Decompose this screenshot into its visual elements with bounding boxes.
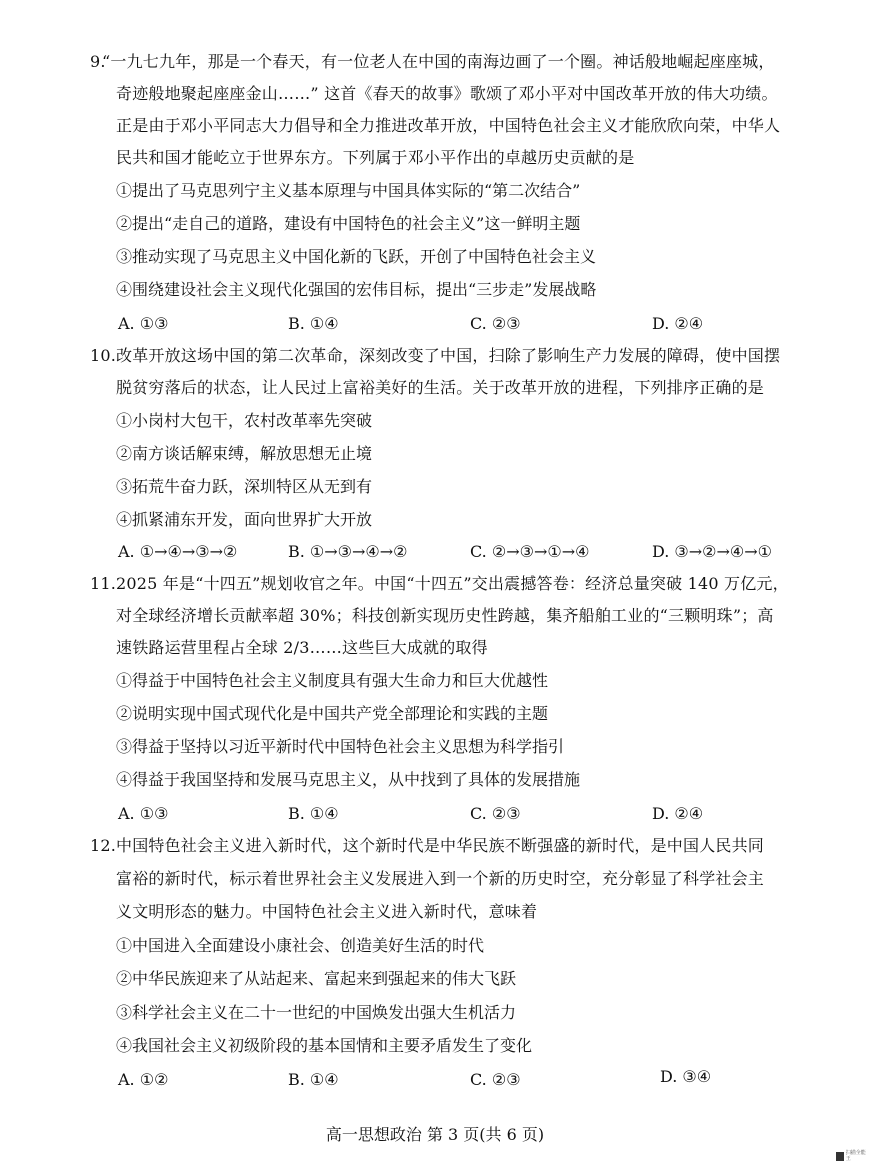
- answer-choice-c: C. ②③: [470, 314, 521, 333]
- answer-choice-c: C. ②③: [470, 804, 521, 823]
- answer-choice-d: D. ③④: [660, 1067, 712, 1086]
- answer-choice-b: B. ①④: [288, 804, 339, 823]
- statement-option: ②说明实现中国式现代化是中国共产党全部理论和实践的主题: [116, 704, 549, 723]
- stem-line: “一九七九年，那是一个春天，有一位老人在中国的南海边画了一个圈。神话般地崛起座座城，: [102, 52, 775, 71]
- statement-option: ①得益于中国特色社会主义制度具有强大生命力和巨大优越性: [116, 671, 549, 690]
- answer-choice-b: B. ①④: [288, 1070, 339, 1089]
- answer-choice-a: A. ①→④→③→②: [118, 542, 238, 561]
- watermark-text: 扫描全能王: [845, 1150, 866, 1162]
- statement-option: ②提出“走自己的道路，建设有中国特色的社会主义”这一鲜明主题: [116, 214, 581, 233]
- stem-line: 脱贫穷落后的状态，让人民过上富裕美好的生活。关于改革开放的进程，下列排序正确的是: [116, 378, 765, 397]
- statement-option: ①中国进入全面建设小康社会、创造美好生活的时代: [116, 936, 485, 955]
- stem-line: 改革开放这场中国的第二次革命，深刻改变了中国，扫除了影响生产力发展的障碍，使中国摆: [116, 346, 781, 365]
- stem-line: 2025 年是“十四五”规划收官之年。中国“十四五”交出震撼答卷：经济总量突破 140 万亿元，: [116, 574, 789, 593]
- statement-option: ④围绕建设社会主义现代化强国的宏伟目标，提出“三步走”发展战略: [116, 280, 597, 299]
- stem-line: 义文明形态的魅力。中国特色社会主义进入新时代，意味着: [116, 902, 538, 921]
- statement-option: ②中华民族迎来了从站起来、富起来到强起来的伟大飞跃: [116, 969, 517, 988]
- question-number: 10.: [90, 346, 117, 365]
- answer-choice-a: A. ①③: [118, 804, 169, 823]
- statement-option: ②南方谈话解束缚，解放思想无止境: [116, 444, 373, 463]
- stem-line: 速铁路运营里程占全球 2/3……这些巨大成就的取得: [116, 638, 488, 657]
- statement-option: ③推动实现了马克思主义中国化新的飞跃，开创了中国特色社会主义: [116, 247, 597, 266]
- stem-line: 对全球经济增长贡献率超 30%；科技创新实现历史性跨越，集齐船舶工业的“三颗明珠”；高: [116, 606, 774, 625]
- answer-choice-c: C. ②→③→①→④: [470, 542, 590, 561]
- question-number: 11.: [90, 574, 117, 593]
- stem-line: 奇迹般地聚起座座金山……” 这首《春天的故事》歌颂了邓小平对中国改革开放的伟大功绩。: [116, 84, 778, 103]
- page-footer: 高一思想政治 第 3 页(共 6 页): [325, 1125, 545, 1144]
- answer-choice-d: D. ②④: [652, 314, 704, 333]
- question-number: 9.: [90, 52, 106, 71]
- answer-choice-d: D. ③→②→④→①: [652, 542, 773, 561]
- statement-option: ④抓紧浦东开发，面向世界扩大开放: [116, 510, 373, 529]
- scanner-watermark: [836, 1150, 866, 1162]
- statement-option: ①小岗村大包干，农村改革率先突破: [116, 411, 373, 430]
- statement-option: ③得益于坚持以习近平新时代中国特色社会主义思想为科学指引: [116, 737, 565, 756]
- statement-option: ④得益于我国坚持和发展马克思主义，从中找到了具体的发展措施: [116, 770, 581, 789]
- statement-option: ③科学社会主义在二十一世纪的中国焕发出强大生机活力: [116, 1003, 517, 1022]
- answer-choice-b: B. ①④: [288, 314, 339, 333]
- answer-choice-a: A. ①②: [118, 1070, 169, 1089]
- answer-choice-b: B. ①→③→④→②: [288, 542, 408, 561]
- stem-line: 中国特色社会主义进入新时代，这个新时代是中华民族不断强盛的新时代，是中国人民共同: [116, 836, 765, 855]
- answer-choice-d: D. ②④: [652, 804, 704, 823]
- statement-option: ①提出了马克思列宁主义基本原理与中国具体实际的“第二次结合”: [116, 181, 581, 200]
- stem-line: 民共和国才能屹立于世界东方。下列属于邓小平作出的卓越历史贡献的是: [116, 148, 635, 167]
- stem-line: 正是由于邓小平同志大力倡导和全力推进改革开放，中国特色社会主义才能欣欣向荣，中华人: [116, 116, 781, 135]
- statement-option: ③拓荒牛奋力跃，深圳特区从无到有: [116, 477, 373, 496]
- question-number: 12.: [90, 836, 117, 855]
- stem-line: 富裕的新时代，标示着世界社会主义发展进入到一个新的历史时空，充分彰显了科学社会主: [116, 869, 765, 888]
- answer-choice-c: C. ②③: [470, 1070, 521, 1089]
- statement-option: ④我国社会主义初级阶段的基本国情和主要矛盾发生了变化: [116, 1036, 533, 1055]
- answer-choice-a: A. ①③: [118, 314, 169, 333]
- qr-code-icon: [836, 1152, 844, 1161]
